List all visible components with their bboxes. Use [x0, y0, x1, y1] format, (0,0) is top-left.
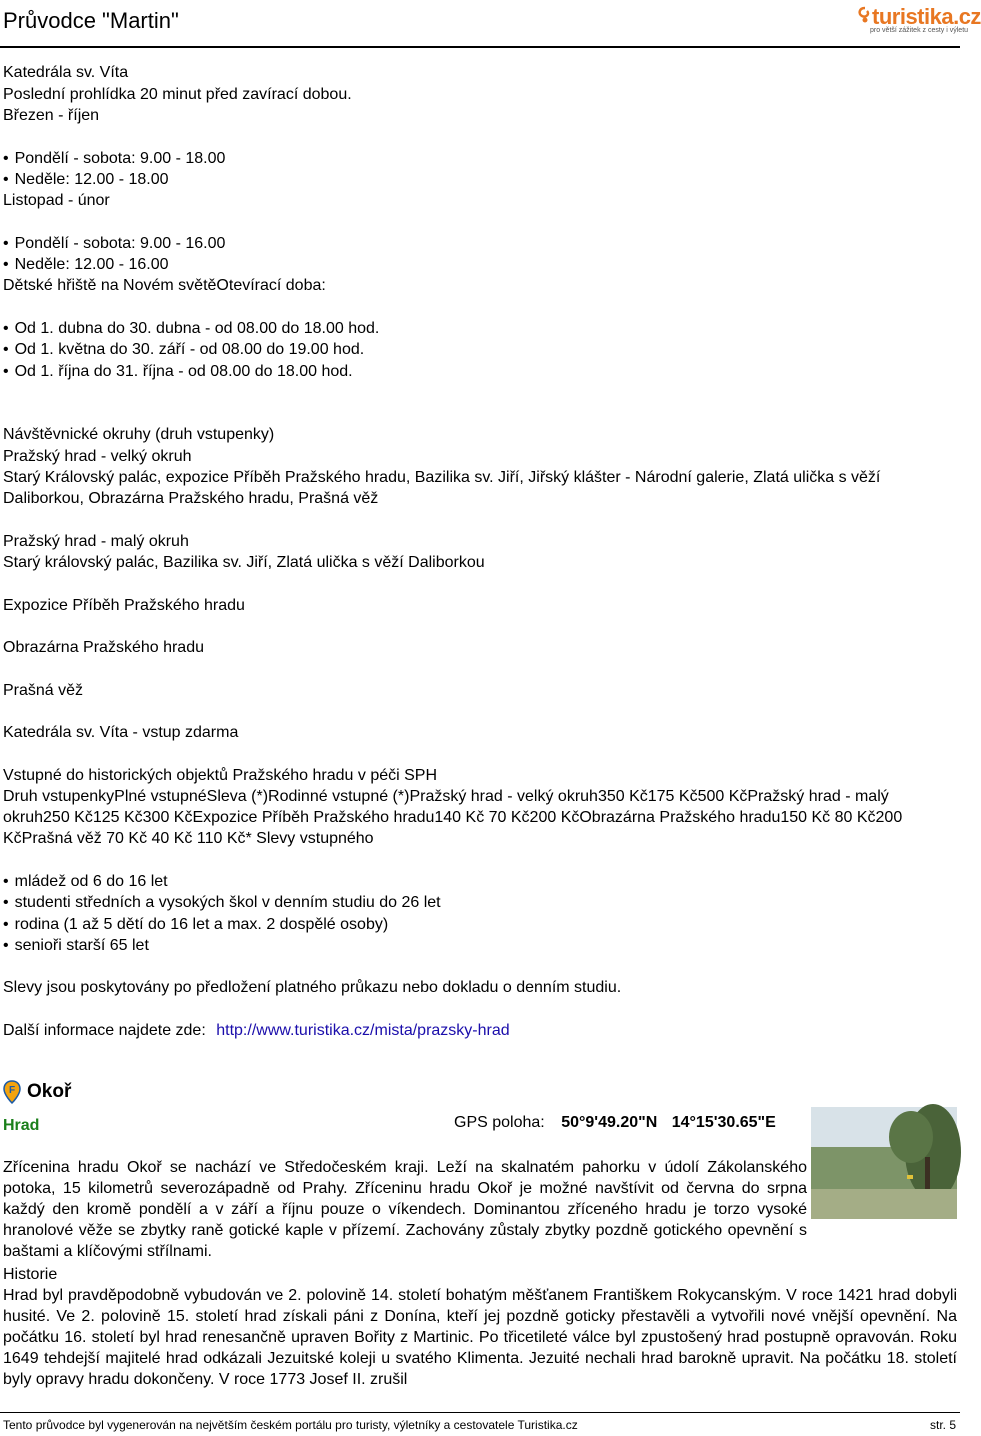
admission-heading: Vstupné do historických objektů Pražského hradu v péči SPH — [3, 767, 438, 784]
list-item: • Od 1. května do 30. září - od 08.00 do 19.00 hod. — [3, 339, 379, 360]
list-item: • mládež od 6 do 16 let — [3, 871, 441, 892]
list-item: • Neděle: 12.00 - 16.00 — [3, 254, 225, 275]
small-circuit-title: Pražský hrad - malý okruh — [3, 533, 189, 550]
cathedral-free-label: Katedrála sv. Víta - vstup zdarma — [3, 724, 239, 741]
list-item: • Neděle: 12.00 - 18.00 — [3, 169, 225, 190]
logo-tagline: pro větší zážitek z cesty i výletu — [870, 27, 969, 34]
turistika-logo[interactable] — [856, 2, 981, 40]
okor-history: Hrad byl pravděpodobně vybudován ve 2. polovině 14. století bohatým měšťanem Františkem Rokycanským. V roce 1421 hrad dobyli husité. Ve 2. polovině 15. století hrad získali páni z Donína, kteří jej pozdně goticky přestavěli a vytvořili nové vnější opevnění. Na počátku 16. století byl hrad renesančně upraven Bořity z Martinic. Po třicetileté válce byl zpustošený hrad postupně opravován. Roku 1649 tehdejší majitelé hrad odkázali Jezuitské koleji u svatého Klimenta. Jezuité nechali hrad barokně upravit. Na počátku 18. století byly opravy hradu dokončeny. V roce 1773 Josef II. zrušil — [3, 1287, 957, 1388]
more-info — [3, 1020, 510, 1042]
okor-category: Hrad — [3, 1117, 40, 1134]
discount-note: Slevy jsou poskytovány po předložení platného průkazu nebo dokladu o denním studiu. — [3, 979, 622, 996]
expo-label: Expozice Příběh Pražského hradu — [3, 597, 245, 614]
logo-text: turistika.cz — [872, 4, 981, 29]
tower-label: Prašná věž — [3, 682, 84, 699]
list-item: • Od 1. října do 31. října - od 08.00 do 18.00 hod. — [3, 361, 379, 382]
footer-divider — [0, 1412, 960, 1413]
hours-march-oct-list — [3, 148, 225, 191]
hours-intro — [3, 62, 352, 127]
more-info-label: Další informace najdete zde: — [3, 1022, 206, 1039]
okor-intro: Zřícenina hradu Okoř se nachází ve Středočeském kraji. Leží na skalnatém pahorku v údolí Zákolanského potoka, 15 kilometrů severozápadně od Prahy. Zříceninu hradu Okoř je možné navštívit od června do srpna každý den kromě pondělí a v září a říjnu pouze o víkendech. Dominantou zříceného hradu je torzo vysoké hranolové věže se zbytky raně gotické kaple v přízemí. Zachovány zůstaly zbytky pozdně gotického opevnění s baštami a klíčovými střílnami. — [3, 1159, 807, 1260]
circuits-heading: Návštěvnické okruhy (druh vstupenky) — [3, 426, 275, 443]
header-divider — [0, 46, 960, 48]
gps-label: GPS poloha: — [454, 1114, 545, 1131]
discount-list — [3, 871, 441, 956]
playground-label: Dětské hřiště na Novém světěOtevírací doba: — [3, 277, 326, 294]
okor-photo — [811, 1107, 957, 1219]
history-label: Historie — [3, 1266, 58, 1283]
list-item: • Pondělí - sobota: 9.00 - 16.00 — [3, 233, 225, 254]
page-number: str. 5 — [929, 1418, 956, 1432]
list-item: • Od 1. dubna do 30. dubna - od 08.00 do 18.00 hod. — [3, 318, 379, 339]
list-item: • rodina (1 až 5 dětí do 16 let a max. 2 dospělé osoby) — [3, 914, 441, 935]
more-info-link[interactable]: http://www.turistika.cz/mista/prazsky-hrad — [216, 1022, 510, 1039]
pin-letter: F — [8, 1085, 16, 1096]
season-nov-feb: Listopad - únor — [3, 192, 110, 209]
gallery-label: Obrazárna Pražského hradu — [3, 639, 204, 656]
season-march-oct: Březen - říjen — [3, 107, 100, 124]
list-item: • Pondělí - sobota: 9.00 - 18.00 — [3, 148, 225, 169]
list-item: • studenti středních a vysokých škol v denním studiu do 26 let — [3, 892, 441, 913]
okor-title: Okoř — [27, 1081, 72, 1102]
map-pin-icon — [3, 1080, 21, 1104]
footer-text: Tento průvodce byl vygenerován na největším českém portálu pro turisty, výletníky a cestovatele Turistika.cz — [3, 1418, 578, 1432]
list-item: • senioři starší 65 let — [3, 935, 441, 956]
admission-table-text: Druh vstupenkyPlné vstupnéSleva (*)Rodinné vstupné (*)Pražský hrad - velký okruh350 Kč175 Kč500 KčPražský hrad - malý okruh250 Kč125 Kč300 KčExpozice Příběh Pražského hradu140 Kč 70 Kč200 KčObrazárna Pražského hradu150 Kč 80 Kč200 KčPrašná věž 70 Kč 40 Kč 110 Kč* Slevy vstupného — [3, 788, 903, 847]
guide-title: Průvodce "Martin" — [3, 8, 179, 33]
gps-longitude: 14°15'30.65"E — [671, 1114, 776, 1131]
gps-latitude: 50°9'49.20"N — [561, 1114, 658, 1131]
page-header — [0, 0, 981, 48]
last-tour-note: Poslední prohlídka 20 minut před zavírací dobou. — [3, 85, 352, 103]
small-circuit-text: Starý královský palác, Bazilika sv. Jiří, Zlatá ulička s věží Daliborkou — [3, 554, 485, 571]
playground-hours-list — [3, 318, 379, 382]
cathedral-label: Katedrála sv. Víta — [3, 64, 129, 81]
hours-nov-feb-list — [3, 233, 225, 276]
page-footer — [0, 1412, 960, 1436]
okor-heading — [3, 1080, 71, 1104]
big-circuit-text: Starý Královský palác, expozice Příběh Pražského hradu, Bazilika sv. Jiří, Jiřský klášter - Národní galerie, Zlatá ulička s věží Daliborkou, Obrazárna Pražského hradu, Prašná věž — [3, 469, 881, 507]
gps-position — [454, 1114, 776, 1132]
big-circuit-title: Pražský hrad - velký okruh — [3, 448, 192, 465]
